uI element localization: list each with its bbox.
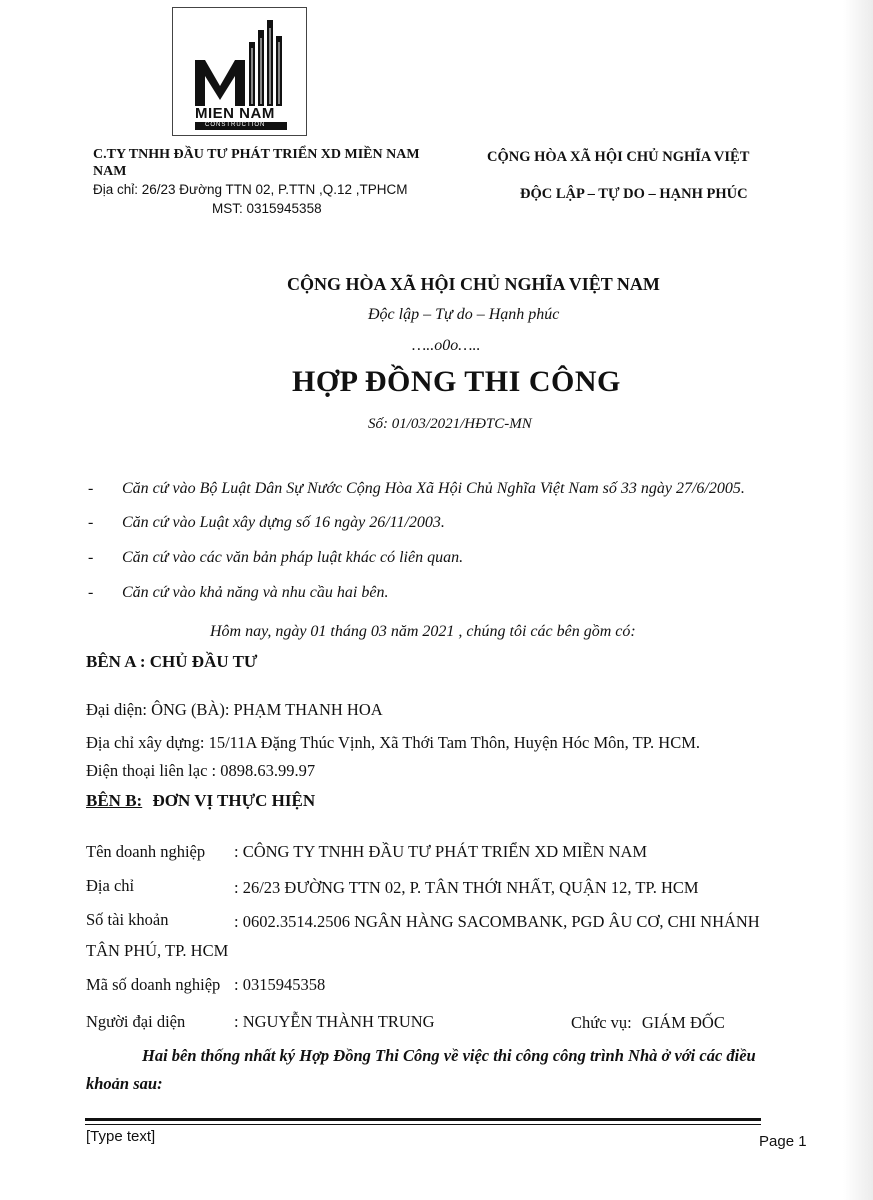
page-edge-shadow xyxy=(843,0,873,1200)
logo-tagline-text: CONSTRUCTION xyxy=(205,122,266,128)
basis-item: Căn cứ vào Luật xây dựng số 16 ngày 26/11/2003. xyxy=(122,514,445,531)
party-b-tax-value: : 0315945358 xyxy=(234,975,326,994)
party-b-account-value: : 0602.3514.2506 NGÂN HÀNG SACOMBANK, PGD ÂU CƠ, CHI NHÁNH xyxy=(234,912,760,931)
party-b-position-label: Chức vụ: xyxy=(571,1013,632,1032)
footer-rule-thin xyxy=(85,1124,761,1125)
party-a-phone: Điện thoại liên lạc : 0898.63.99.97 xyxy=(86,761,316,780)
date-line: Hôm nay, ngày 01 tháng 03 năm 2021 , chúng tôi các bên gồm có: xyxy=(210,623,636,640)
party-b-company-value: : CÔNG TY TNHH ĐẦU TƯ PHÁT TRIỂN XD MIỀN NAM xyxy=(234,842,648,861)
company-logo xyxy=(172,7,307,136)
party-a-site-address: Địa chỉ xây dựng: 15/11A Đặng Thúc Vịnh, Xã Thới Tam Thôn, Huyện Hóc Môn, TP. HCM. xyxy=(86,733,700,752)
footer-page-number: Page 1 xyxy=(759,1133,807,1150)
footer-rule-thick xyxy=(85,1118,761,1121)
party-b-company-label: Tên doanh nghiệp xyxy=(86,842,206,861)
party-b-account-cont: TÂN PHÚ, TP. HCM xyxy=(86,941,229,960)
party-b-address-value: : 26/23 ĐƯỜNG TTN 02, P. TÂN THỚI NHẤT, QUẬN 12, TP. HCM xyxy=(234,878,699,897)
basis-dash: - xyxy=(88,584,94,601)
party-a-heading: BÊN A : CHỦ ĐẦU TƯ xyxy=(86,652,258,671)
conclusion-line-2: khoản sau: xyxy=(86,1074,163,1093)
party-b-heading-label: BÊN B: xyxy=(86,791,143,810)
header-motto: ĐỘC LẬP – TỰ DO – HẠNH PHÚC xyxy=(520,186,748,202)
basis-dash: - xyxy=(88,480,94,497)
party-b-rep-value: : NGUYỄN THÀNH TRUNG xyxy=(234,1012,435,1031)
party-b-position-value: GIÁM ĐỐC xyxy=(641,1013,725,1032)
party-a-representative: Đại diện: ÔNG (BÀ): PHẠM THANH HOA xyxy=(86,700,383,719)
basis-dash: - xyxy=(88,549,94,566)
header-republic: CỘNG HÒA XÃ HỘI CHỦ NGHĨA VIỆT xyxy=(487,149,750,165)
basis-item: Căn cứ vào khả năng và nhu cầu hai bên. xyxy=(122,584,389,601)
header-tax-id: MST: 0315945358 xyxy=(212,201,322,216)
party-b-rep-label: Người đại diện xyxy=(86,1012,186,1031)
title-ornament: …..o0o….. xyxy=(412,337,481,354)
header-company-name-cont: NAM xyxy=(93,164,127,179)
party-b-address-label: Địa chỉ xyxy=(86,876,135,895)
party-b-heading-value: ĐƠN VỊ THỰC HIỆN xyxy=(152,791,316,810)
party-b-account-label: Số tài khoản xyxy=(86,910,169,929)
logo-brand-text: MIEN NAM xyxy=(195,105,275,122)
contract-number: Số: 01/03/2021/HĐTC-MN xyxy=(368,416,532,432)
basis-item: Căn cứ vào Bộ Luật Dân Sự Nước Cộng Hòa Xã Hội Chủ Nghĩa Việt Nam số 33 ngày 27/6/2005. xyxy=(122,480,745,497)
party-b-position xyxy=(571,1013,725,1033)
conclusion-line-1: Hai bên thống nhất ký Hợp Đồng Thi Công về việc thi công công trình Nhà ở với các điều xyxy=(142,1046,756,1065)
party-b-tax-label: Mã số doanh nghiệp xyxy=(86,975,221,994)
basis-dash: - xyxy=(88,514,94,531)
footer-left-text: [Type text] xyxy=(86,1128,156,1145)
title-republic: CỘNG HÒA XÃ HỘI CHỦ NGHĨA VIỆT NAM xyxy=(287,274,660,294)
party-b-heading xyxy=(86,791,315,811)
header-company-name: C.TY TNHH ĐẦU TƯ PHÁT TRIỂN XD MIỀN NAM xyxy=(93,147,420,162)
contract-title: HỢP ĐỒNG THI CÔNG xyxy=(292,365,621,398)
title-motto: Độc lập – Tự do – Hạnh phúc xyxy=(368,306,560,323)
header-company-address: Địa chỉ: 26/23 Đường TTN 02, P.TTN ,Q.12 ,TPHCM xyxy=(93,182,408,197)
basis-item: Căn cứ vào các văn bản pháp luật khác có liên quan. xyxy=(122,549,464,566)
